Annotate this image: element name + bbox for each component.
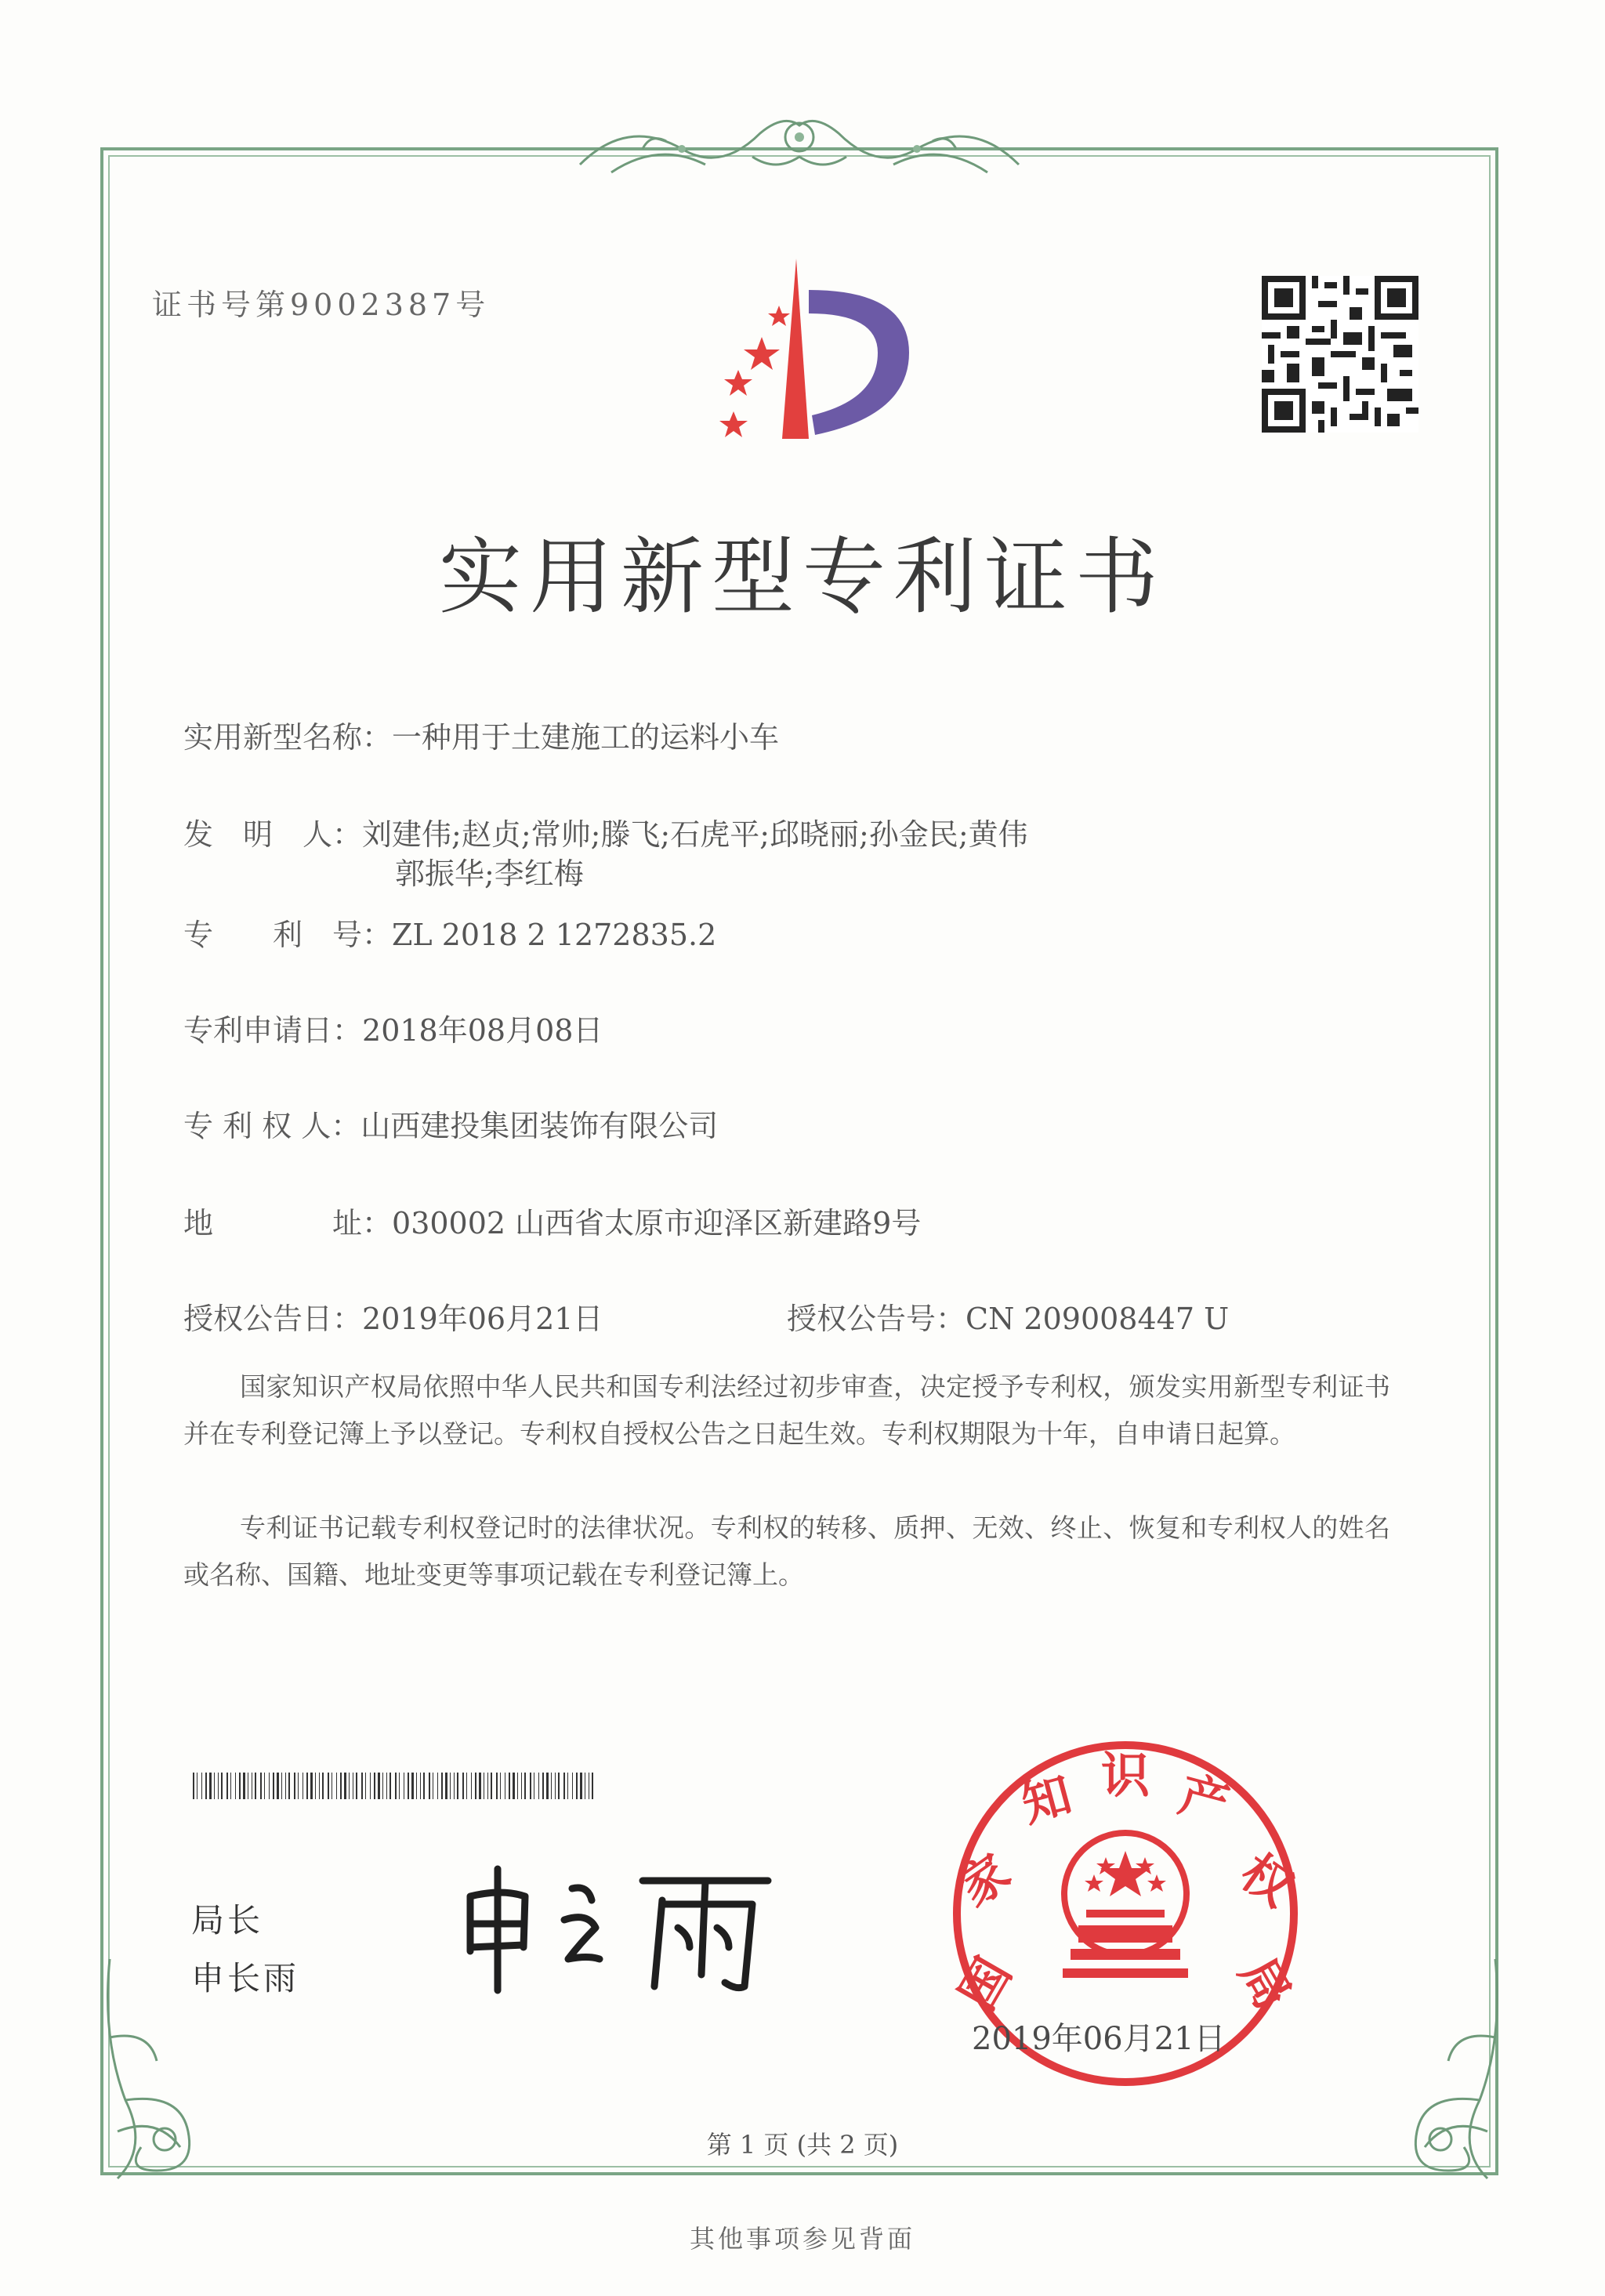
inventor-value: 刘建伟;赵贞;常帅;滕飞;石虎平;邱晓丽;孙金民;黄伟 [362,817,1028,852]
patentee-value: 山西建投集团装饰有限公司 [360,1109,719,1143]
filing-date-row [183,1006,603,1049]
inventor-value-continued: 郭振华;李红梅 [395,856,584,891]
patentee-label: 专 利 权 人： [183,1109,361,1143]
svg-text:识: 识 [1100,1747,1150,1804]
filing-date-label: 专利申请日： [183,1013,363,1048]
grant-number-label: 授权公告号： [787,1302,966,1336]
handwritten-signature [455,1857,792,1998]
seal-date: 2019年06月21日 [972,2021,1226,2057]
grant-date-value: 2019年06月21日 [362,1302,603,1336]
footer-note: 其他事项参见背面 [689,2224,915,2254]
grant-date-label: 授权公告日： [183,1302,363,1336]
svg-text:知: 知 [1016,1765,1078,1834]
cnipa-logo [674,259,933,447]
svg-text:权: 权 [1230,1842,1303,1918]
statement-paragraph-1: 国家知识产权局依照中华人民共和国专利法经过初步审查，决定授予专利权，颁发实用新型专利证书并在专利登记簿上予以登记。专利权自授权公告之日起生效。专利权期限为十年，自申请日起算。 [183,1371,1390,1449]
svg-text:家: 家 [947,1842,1021,1918]
svg-text:局: 局 [1228,1948,1302,2019]
filing-date-value: 2018年08月08日 [362,1013,603,1048]
qr-code [1262,276,1418,433]
svg-text:产: 产 [1173,1765,1235,1834]
patent-number-row [183,911,716,954]
certificate-number: 证书号第9002387号 [152,288,491,322]
inventor-label: 发 明 人： [183,817,363,852]
barcode [193,1773,600,1799]
top-ornament [564,102,1034,188]
utility-model-name-row [183,713,779,756]
grant-number-value: CN 209008447 U [966,1302,1230,1336]
patentee-row [183,1102,718,1145]
certificate-title: 实用新型专利证书 [439,529,1166,625]
address-value: 030002 山西省太原市迎泽区新建路9号 [392,1206,922,1240]
grant-number-row [787,1295,1229,1338]
page-indicator: 第 1 页 (共 2 页) [706,2130,899,2160]
inventor-row-continued [395,849,584,893]
statement-paragraph-2: 专利证书记载专利权登记时的法律状况。专利权的转移、质押、无效、终止、恢复和专利权人的姓名或名称、国籍、地址变更等事项记载在专利登记簿上。 [183,1512,1390,1590]
address-row [183,1199,921,1242]
svg-text:国: 国 [948,1948,1023,2019]
patent-number-label: 专 利 号： [183,918,393,952]
signatory-title: 局长 [191,1901,264,1939]
signatory-name: 申长雨 [191,1959,300,1997]
utility-model-name-value: 一种用于土建施工的运料小车 [392,720,780,755]
inventor-row [183,810,1028,853]
address-label: 地 址： [183,1206,393,1240]
patent-number-value: ZL 2018 2 1272835.2 [392,918,717,952]
grant-date-row [183,1295,603,1338]
utility-model-name-label: 实用新型名称： [183,720,393,755]
